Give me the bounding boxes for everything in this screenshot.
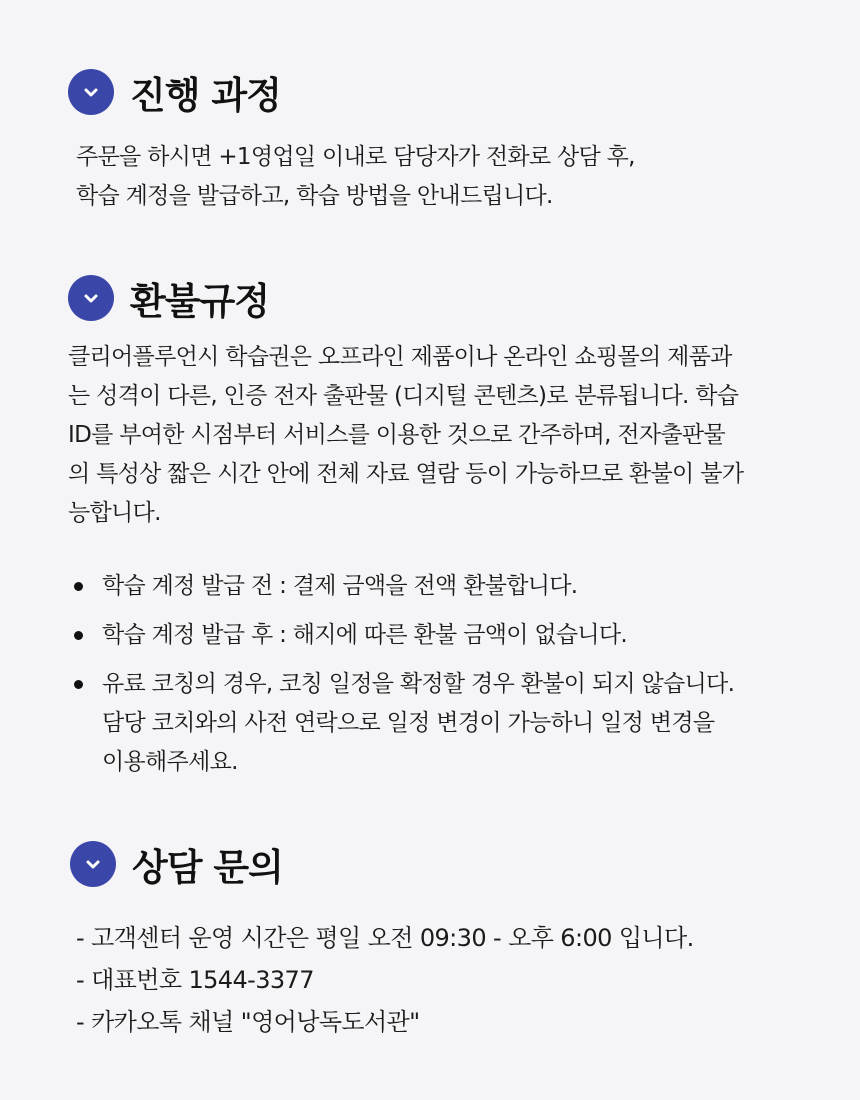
list-item — [68, 616, 734, 655]
list-item-text: 학습 계정 발급 후 : 해지에 따른 환불 금액이 없습니다. — [102, 622, 628, 648]
list-item — [68, 567, 734, 606]
bullet-dot — [74, 631, 83, 640]
contact-kakao-channel: - 카카오톡 채널 "영어낭독도서관" — [76, 1008, 420, 1036]
process-paragraph — [76, 138, 635, 216]
bullet-dot — [74, 680, 83, 689]
chevron-down-icon — [70, 841, 116, 887]
section-title-contact: 상담 문의 — [132, 846, 283, 889]
paragraph-line: 의 특성상 짧은 시간 안에 전체 자료 열람 등이 가능하므로 환불이 불가 — [68, 461, 744, 487]
paragraph-line: ID를 부여한 시점부터 서비스를 이용한 것으로 간주하며, 전자출판물 — [68, 422, 725, 448]
list-item-text: 담당 코치와의 사전 연락으로 일정 변경이 가능하니 일정 변경을 — [102, 710, 715, 736]
paragraph-line: 주문을 하시면 +1영업일 이내로 담당자가 전화로 상담 후, — [76, 144, 635, 170]
section-contact-header — [70, 837, 283, 891]
refund-bullet-list — [68, 567, 734, 782]
section-process-header — [68, 65, 281, 119]
chevron-down-icon — [68, 275, 114, 321]
paragraph-line: 는 성격이 다른, 인증 전자 출판물 (디지털 콘텐츠)로 분류됩니다. 학습 — [68, 383, 739, 409]
chevron-down-icon — [68, 69, 114, 115]
list-item — [68, 665, 734, 782]
paragraph-line: 학습 계정을 발급하고, 학습 방법을 안내드립니다. — [76, 183, 553, 209]
list-item-text: 이용해주세요. — [102, 749, 238, 775]
section-title-refund: 환불규정 — [130, 280, 269, 323]
contact-hours: - 고객센터 운영 시간은 평일 오전 09:30 - 오후 6:00 입니다. — [76, 924, 694, 952]
paragraph-line: 능합니다. — [68, 500, 161, 526]
section-title-process: 진행 과정 — [130, 74, 281, 117]
contact-info-list — [76, 917, 694, 1043]
bullet-dot — [74, 582, 83, 591]
list-item-text: 유료 코칭의 경우, 코칭 일정을 확정할 경우 환불이 되지 않습니다. — [102, 671, 735, 697]
list-item-text: 학습 계정 발급 전 : 결제 금액을 전액 환불합니다. — [102, 573, 578, 599]
refund-paragraph — [68, 338, 743, 533]
paragraph-line: 클리어플루언시 학습권은 오프라인 제품이나 온라인 쇼핑몰의 제품과 — [68, 344, 732, 370]
contact-phone: - 대표번호 1544-3377 — [76, 966, 314, 994]
section-refund-header — [68, 271, 269, 325]
